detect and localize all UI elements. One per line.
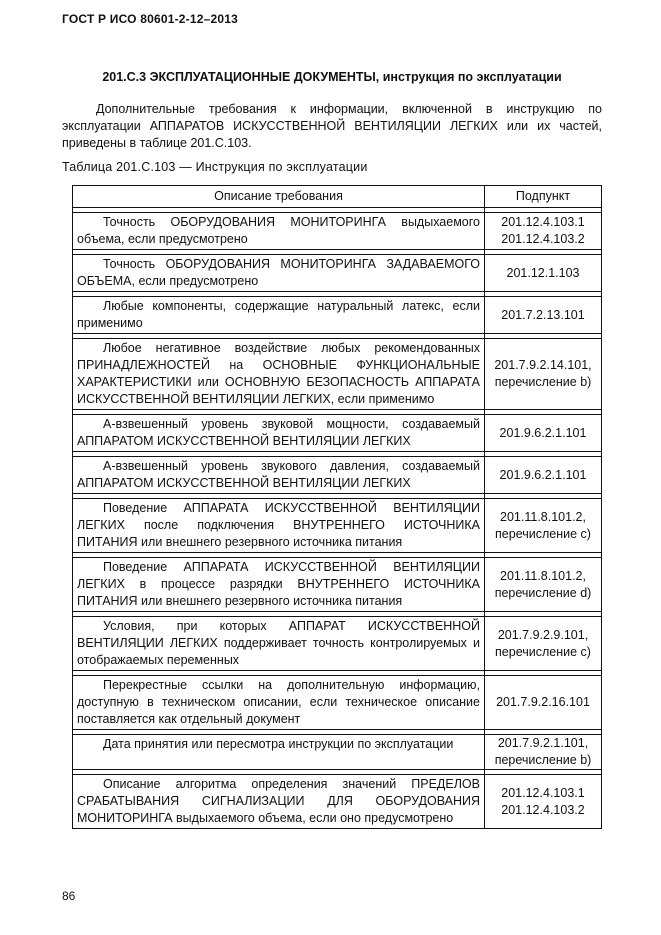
- requirement-description: Любые компоненты, содержащие натуральный латекс, если применимо: [73, 297, 485, 334]
- subclause-reference: 201.9.6.2.1.101: [485, 415, 602, 452]
- header-description: Описание требования: [73, 186, 485, 208]
- subclause-reference: 201.7.2.13.101: [485, 297, 602, 334]
- subclause-reference: 201.7.9.2.14.101, перечисление b): [485, 339, 602, 410]
- subclause-reference: 201.7.9.2.1.101, перечисление b): [485, 735, 602, 770]
- requirement-description: А-взвешенный уровень звукового давления, создаваемый АППАРАТОМ ИСКУССТВЕННОЙ ВЕНТИЛЯЦИИ ЛЕГКИХ: [73, 457, 485, 494]
- table-row: [73, 255, 602, 292]
- document-header: ГОСТ Р ИСО 80601-2-12–2013: [62, 12, 238, 26]
- table-row: [73, 617, 602, 671]
- table-row: [73, 297, 602, 334]
- requirement-description: Поведение АППАРАТА ИСКУССТВЕННОЙ ВЕНТИЛЯЦИИ ЛЕГКИХ в процессе разрядки ВНУТРЕННЕГО ИСТОЧНИКА ПИТАНИЯ или внешнего резервного источника питания: [73, 558, 485, 612]
- table-row: [73, 499, 602, 553]
- table-row: [73, 457, 602, 494]
- subclause-reference: 201.12.1.103: [485, 255, 602, 292]
- table-header-row: [73, 186, 602, 208]
- table-row: [73, 735, 602, 770]
- table-row: [73, 676, 602, 730]
- intro-paragraph: Дополнительные требования к информации, включенной в инструкцию по эксплуатации АППАРАТОВ ИСКУССТВЕННОЙ ВЕНТИЛЯЦИИ ЛЕГКИХ или их частей, приведены в таблице 201.C.103.: [62, 102, 602, 150]
- subclause-reference: 201.7.9.2.9.101, перечисление c): [485, 617, 602, 671]
- requirement-description: А-взвешенный уровень звуковой мощности, создаваемый АППАРАТОМ ИСКУССТВЕННОЙ ВЕНТИЛЯЦИИ ЛЕГКИХ: [73, 415, 485, 452]
- table-row: [73, 213, 602, 250]
- subclause-reference: 201.9.6.2.1.101: [485, 457, 602, 494]
- page-number: 86: [62, 889, 76, 903]
- section-title: [62, 70, 602, 84]
- requirement-description: Точность ОБОРУДОВАНИЯ МОНИТОРИНГА ЗАДАВАЕМОГО ОБЪЕМА, если предусмотрено: [73, 255, 485, 292]
- table-row: [73, 415, 602, 452]
- table-row: [73, 558, 602, 612]
- subclause-reference: 201.7.9.2.16.101: [485, 676, 602, 730]
- requirement-description: Точность ОБОРУДОВАНИЯ МОНИТОРИНГА выдыхаемого объема, если предусмотрено: [73, 213, 485, 250]
- subclause-reference: 201.12.4.103.1 201.12.4.103.2: [485, 775, 602, 829]
- requirement-description: Описание алгоритма определения значений ПРЕДЕЛОВ СРАБАТЫВАНИЯ СИГНАЛИЗАЦИИ ДЛЯ ОБОРУДОВАНИЯ МОНИТОРИНГА выдыхаемого объема, если оно предусмотрено: [73, 775, 485, 829]
- requirement-description: Условия, при которых АППАРАТ ИСКУССТВЕННОЙ ВЕНТИЛЯЦИИ ЛЕГКИХ поддерживает точность контролируемых и отображаемых переменных: [73, 617, 485, 671]
- subclause-reference: 201.12.4.103.1 201.12.4.103.2: [485, 213, 602, 250]
- subclause-reference: 201.11.8.101.2, перечисление c): [485, 499, 602, 553]
- requirement-description: Перекрестные ссылки на дополнительную информацию, доступную в техническом описании, если техническое описание поставляется как отдельный документ: [73, 676, 485, 730]
- subclause-reference: 201.11.8.101.2, перечисление d): [485, 558, 602, 612]
- header-subclause: Подпункт: [485, 186, 602, 208]
- section-title-bold: 201.C.3 ЭКСПЛУАТАЦИОННЫЕ ДОКУМЕНТЫ,: [102, 70, 380, 84]
- requirements-table: [72, 185, 602, 829]
- requirement-description: Дата принятия или пересмотра инструкции по эксплуатации: [73, 735, 485, 770]
- table-row: [73, 775, 602, 829]
- table-caption: Таблица 201.C.103 — Инструкция по эксплуатации: [62, 160, 368, 174]
- table-body: [73, 208, 602, 829]
- requirement-description: Поведение АППАРАТА ИСКУССТВЕННОЙ ВЕНТИЛЯЦИИ ЛЕГКИХ после подключения ВНУТРЕННЕГО ИСТОЧНИКА ПИТАНИЯ или внешнего резервного источника питания: [73, 499, 485, 553]
- section-title-rest: инструкция по эксплуатации: [379, 70, 562, 84]
- requirement-description: Любое негативное воздействие любых рекомендованных ПРИНАДЛЕЖНОСТЕЙ на ОСНОВНЫЕ ФУНКЦИОНАЛЬНЫЕ ХАРАКТЕРИСТИКИ или ОСНОВНУЮ БЕЗОПАСНОСТЬ АППАРАТА ИСКУССТВЕННОЙ ВЕНТИЛЯЦИИ ЛЕГКИХ, если применимо: [73, 339, 485, 410]
- table-row: [73, 339, 602, 410]
